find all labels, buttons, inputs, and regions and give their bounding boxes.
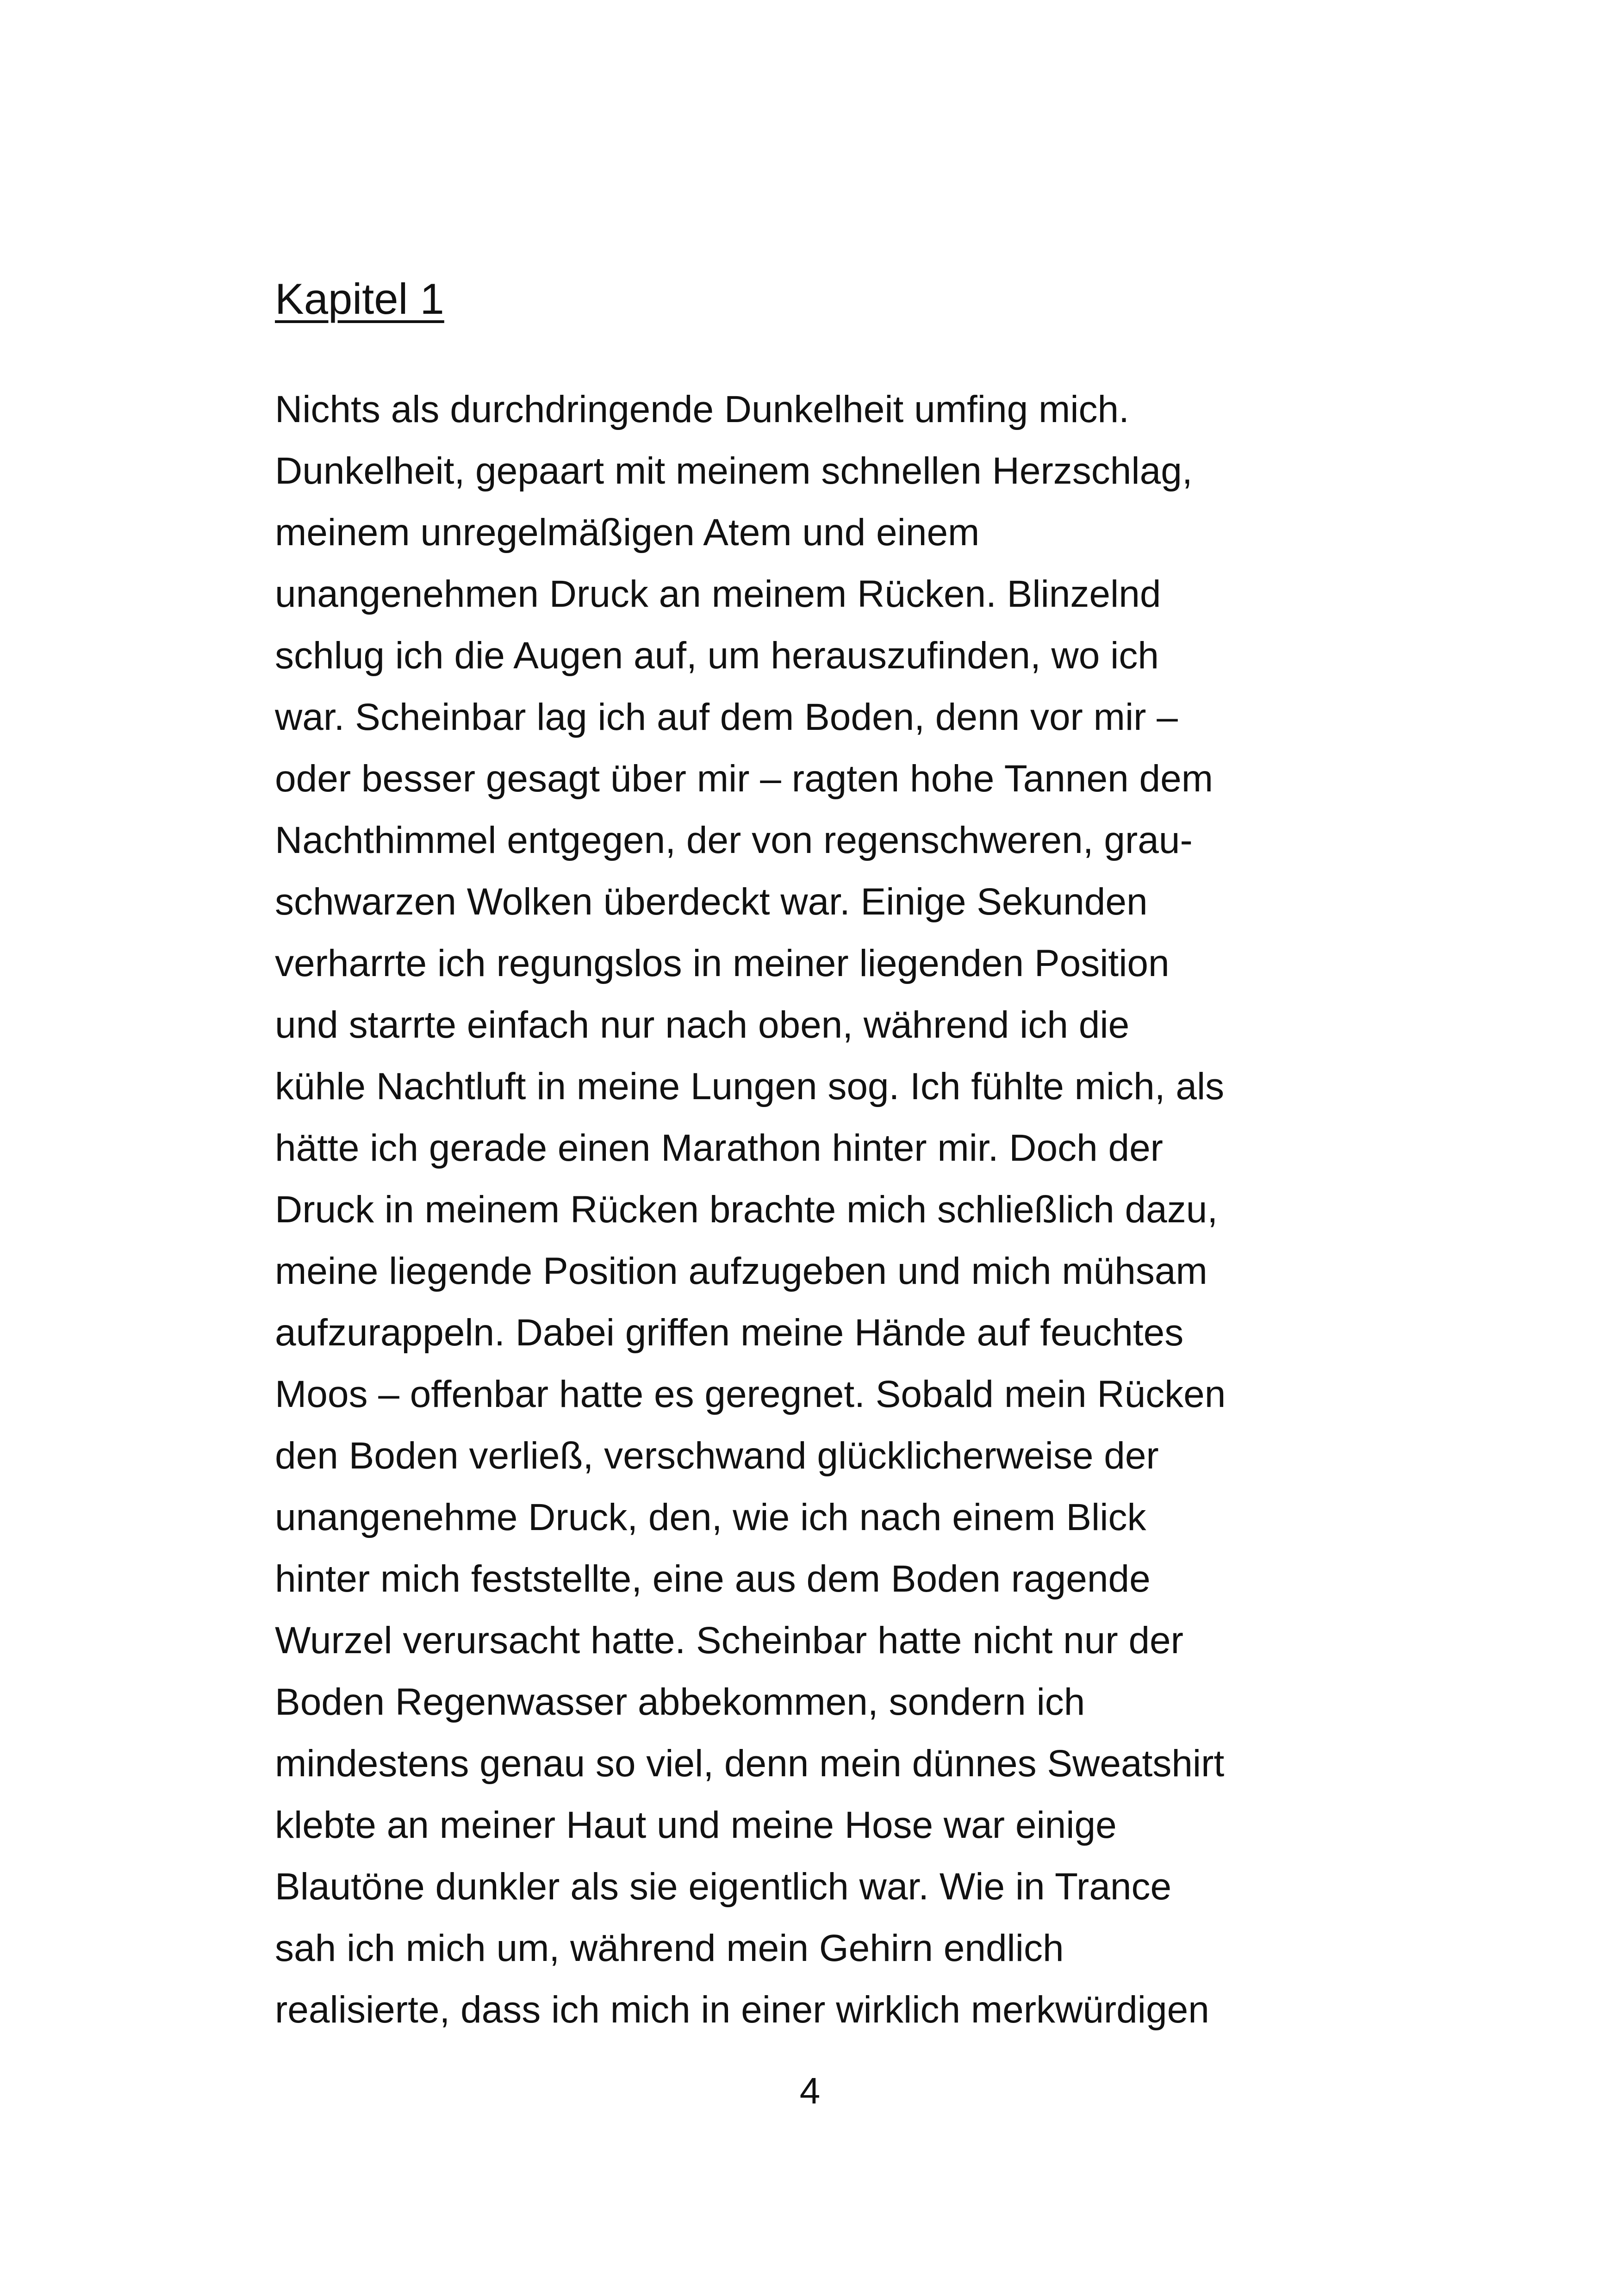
text-line: Dunkelheit, gepaart mit meinem schnellen Herzschlag, bbox=[275, 450, 1193, 492]
text-line: unangenehme Druck, den, wie ich nach einem Blick bbox=[275, 1496, 1146, 1538]
text-line: klebte an meiner Haut und meine Hose war einige bbox=[275, 1804, 1117, 1846]
text-line: verharrte ich regungslos in meiner liegenden Position bbox=[275, 942, 1170, 984]
text-line: Nichts als durchdringende Dunkelheit umfing mich. bbox=[275, 388, 1129, 430]
text-line: mindestens genau so viel, denn mein dünnes Sweatshirt bbox=[275, 1742, 1225, 1785]
text-line: Moos – offenbar hatte es geregnet. Sobald mein Rücken bbox=[275, 1373, 1226, 1415]
text-line: sah ich mich um, während mein Gehirn endlich bbox=[275, 1927, 1064, 1969]
text-line: aufzurappeln. Dabei griffen meine Hände auf feuchtes bbox=[275, 1312, 1184, 1354]
text-line: Blautöne dunkler als sie eigentlich war. Wie in Trance bbox=[275, 1866, 1172, 1908]
text-line: unangenehmen Druck an meinem Rücken. Blinzelnd bbox=[275, 573, 1161, 615]
text-line: schlug ich die Augen auf, um herauszufinden, wo ich bbox=[275, 635, 1159, 677]
body-text bbox=[275, 379, 1353, 2041]
text-line: hätte ich gerade einen Marathon hinter mir. Doch der bbox=[275, 1127, 1163, 1169]
text-line: Nachthimmel entgegen, der von regenschweren, grau- bbox=[275, 819, 1193, 861]
chapter-title: Kapitel 1 bbox=[275, 274, 444, 323]
text-line: Druck in meinem Rücken brachte mich schließlich dazu, bbox=[275, 1188, 1218, 1231]
page-number: 4 bbox=[799, 2070, 821, 2111]
text-line: und starrte einfach nur nach oben, während ich die bbox=[275, 1004, 1130, 1046]
text-line: realisierte, dass ich mich in einer wirklich merkwürdigen bbox=[275, 1989, 1209, 2031]
text-line: war. Scheinbar lag ich auf dem Boden, denn vor mir – bbox=[275, 696, 1178, 738]
text-line: schwarzen Wolken überdeckt war. Einige Sekunden bbox=[275, 881, 1148, 923]
text-line: Wurzel verursacht hatte. Scheinbar hatte nicht nur der bbox=[275, 1619, 1183, 1661]
text-line: den Boden verließ, verschwand glücklicherweise der bbox=[275, 1435, 1159, 1477]
text-line: oder besser gesagt über mir – ragten hohe Tannen dem bbox=[275, 758, 1214, 800]
text-line: hinter mich feststellte, eine aus dem Boden ragende bbox=[275, 1558, 1151, 1600]
text-line: meinem unregelmäßigen Atem und einem bbox=[275, 511, 980, 554]
text-line: kühle Nachtluft in meine Lungen sog. Ich fühlte mich, als bbox=[275, 1065, 1225, 1108]
text-line: meine liegende Position aufzugeben und mich mühsam bbox=[275, 1250, 1207, 1292]
text-line: Boden Regenwasser abbekommen, sondern ich bbox=[275, 1681, 1085, 1723]
